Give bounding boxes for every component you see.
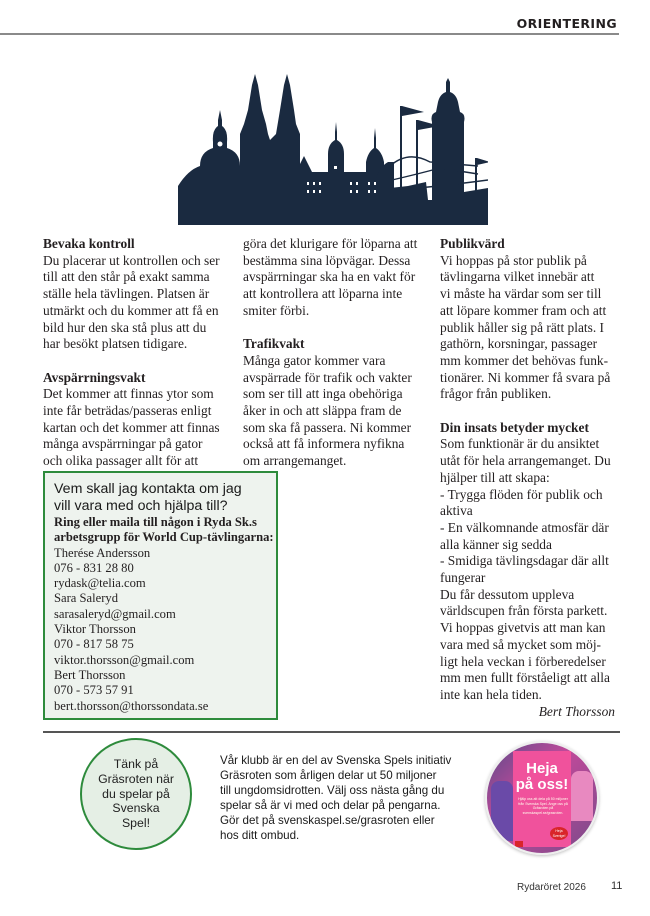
body-line: göra det klurigare för löparna att (243, 236, 418, 251)
contact-email: viktor.thorsson@gmail.com (54, 652, 195, 667)
contact-email: sarasaleryd@gmail.com (54, 606, 176, 621)
body-line: - Smidiga tävlingsdagar där allt (440, 553, 609, 569)
body-line: hos ditt ombud. (220, 829, 300, 842)
contact-question: Vem skall jag kontakta om jag (54, 481, 242, 497)
body-line: ställe hela tävlingen. Platsen är (43, 286, 210, 302)
section-heading: Trafikvakt (243, 336, 305, 352)
grasroten-callout (80, 738, 192, 850)
contact-name: Bert Thorsson (54, 667, 126, 682)
publication-name: Rydaröret 2026 (517, 882, 586, 893)
svenska-spel-logo-icon (515, 841, 523, 847)
contact-intro: arbetsgrupp för World Cup-tävlingarna: (54, 530, 274, 545)
body-line: frågor från publiken. (440, 386, 552, 402)
body-line: Många gator kommer vara (243, 352, 386, 368)
body-line: Vi hoppas på stor publik på (440, 252, 587, 268)
promo-headline: Heja på oss! (515, 760, 569, 793)
callout-line: du spelar på (102, 786, 170, 801)
body-line: tävlingarna vilket innebär att (440, 269, 595, 285)
body-line: mm men fullt förståeligt att alla (440, 670, 610, 686)
contact-email: bert.thorsson@thorssondata.se (54, 698, 209, 713)
body-line: bild hur den ska stå plus att du (43, 319, 207, 335)
body-line: smiter förbi. (243, 302, 310, 318)
body-line: kartan och det kommer att finnas (43, 419, 220, 435)
body-line: tionärer. Ni kommer få svara på (440, 369, 611, 385)
body-line: mm kommer det behövas funk- (440, 352, 609, 368)
body-line: som ska få passera. Ni kommer (243, 419, 412, 435)
body-line: utåt för hela arrangemanget. Du (440, 453, 611, 469)
article-column-3 (440, 236, 625, 720)
contact-phone: 070 - 573 57 91 (54, 683, 134, 698)
article-column-2 (243, 236, 433, 470)
heja-pa-oss-promo-image (485, 741, 599, 855)
body-line: om arrangemanget. (243, 453, 347, 469)
section-heading: Din insats betyder mycket (440, 419, 589, 435)
callout-line: Svenska (112, 801, 160, 816)
section-label: ORIENTERING (516, 16, 617, 31)
callout-line: Gräsroten när (98, 771, 174, 786)
body-line: och olika passager allt för att (43, 453, 199, 469)
body-line: som ser till att inga obehöriga (243, 386, 403, 402)
grasroten-text (220, 753, 465, 843)
contact-name: Therése Andersson (54, 545, 151, 560)
contact-info-box (43, 471, 278, 720)
body-line: vara med så mycket som möj- (440, 636, 602, 652)
body-line: aktiva (440, 503, 473, 519)
section-heading: Bevaka kontroll (43, 236, 135, 251)
page-number: 11 (611, 880, 623, 892)
article-column-1 (43, 236, 243, 470)
section-heading: Avspärrningsvakt (43, 369, 146, 385)
contact-name: Viktor Thorsson (54, 622, 136, 637)
body-line: Gräsroten som årligen delar ut 50 miljoner (220, 769, 437, 782)
body-line: avspärrningar ska ha en vakt för (243, 269, 416, 285)
body-line: fungerar (440, 570, 486, 586)
body-line: Det kommer att finnas ytor som (43, 386, 214, 402)
callout-line: Spel! (121, 816, 151, 831)
body-line: Vår klubb är en del av Svenska Spels initiativ (220, 754, 452, 767)
body-line: gathörn, korsningar, passager (440, 336, 598, 352)
body-line: Gör det på svenskaspel.se/grasroten eller (220, 814, 435, 827)
header-divider (0, 33, 619, 35)
body-line: har besökt platsen tidigare. (43, 336, 188, 352)
contact-phone: 070 - 817 58 75 (54, 637, 134, 652)
promo-speech-bubble: Heja Sverige! (550, 827, 568, 840)
body-line: vi måste ha värdar som ser till (440, 286, 602, 302)
callout-line: Tänk på (113, 757, 159, 772)
body-line: ligt hela veckan i förberedelser (440, 653, 606, 669)
body-line: bestämma sina löpvägar. Dessa (243, 252, 411, 268)
contact-question: vill vara med och hjälpa till? (54, 498, 228, 514)
body-line: hjälper till att skapa: (440, 469, 550, 485)
contact-intro: Ring eller maila till någon i Ryda Sk.s (54, 515, 257, 529)
body-line: alla känner sig sedda (440, 536, 552, 552)
contact-name: Sara Saleryd (54, 591, 118, 606)
body-line: att löpare kommer fram och att (440, 302, 607, 318)
body-line: till ungdomsidrotten. Välj oss nästa gång du (220, 784, 445, 797)
body-line: världscupen från första parkett. (440, 603, 608, 619)
body-line: Du får dessutom uppleva (440, 586, 575, 602)
contact-phone: 076 - 831 28 80 (54, 560, 134, 575)
body-line: Vi hoppas givetvis att man kan (440, 620, 606, 636)
body-line: utmärkt och du kommer att få en (43, 302, 219, 318)
body-line: spelar så är vi med och delar på pengarna. (220, 799, 441, 812)
city-skyline-illustration (178, 70, 488, 225)
body-line: - Trygga flöden för publik och (440, 486, 603, 502)
body-line: många avspärrningar på gator (43, 436, 203, 452)
section-heading: Publikvärd (440, 236, 505, 251)
body-line: Som funktionär är du ansiktet (440, 436, 600, 452)
body-line: att kontrollera att löparna inte (243, 286, 403, 302)
body-line: avspärrade för trafik och vakter (243, 369, 412, 385)
body-line: - En välkomnande atmosfär där (440, 519, 609, 535)
body-line: inte får beträdas/passeras enligt (43, 403, 212, 419)
body-line: till att den står på exakt samma (43, 269, 210, 285)
body-line: publik håller sig på rätt plats. I (440, 319, 604, 335)
body-line: också att få informera nyfikna (243, 436, 405, 452)
promo-fine-print: Hjälp oss att dela på 50 miljoner från Svenska Spel. Ange oss på Gräsroten på svenskaspel.se/grasroten. (518, 797, 568, 815)
author-signature: Bert Thorsson (538, 703, 615, 719)
body-line: inte kan hela tiden. (440, 686, 542, 702)
contact-email: rydask@telia.com (54, 576, 146, 591)
body-line: åker in och att släppa fram de (243, 403, 402, 419)
body-line: Du placerar ut kontrollen och ser (43, 252, 220, 268)
section-divider (43, 731, 620, 733)
